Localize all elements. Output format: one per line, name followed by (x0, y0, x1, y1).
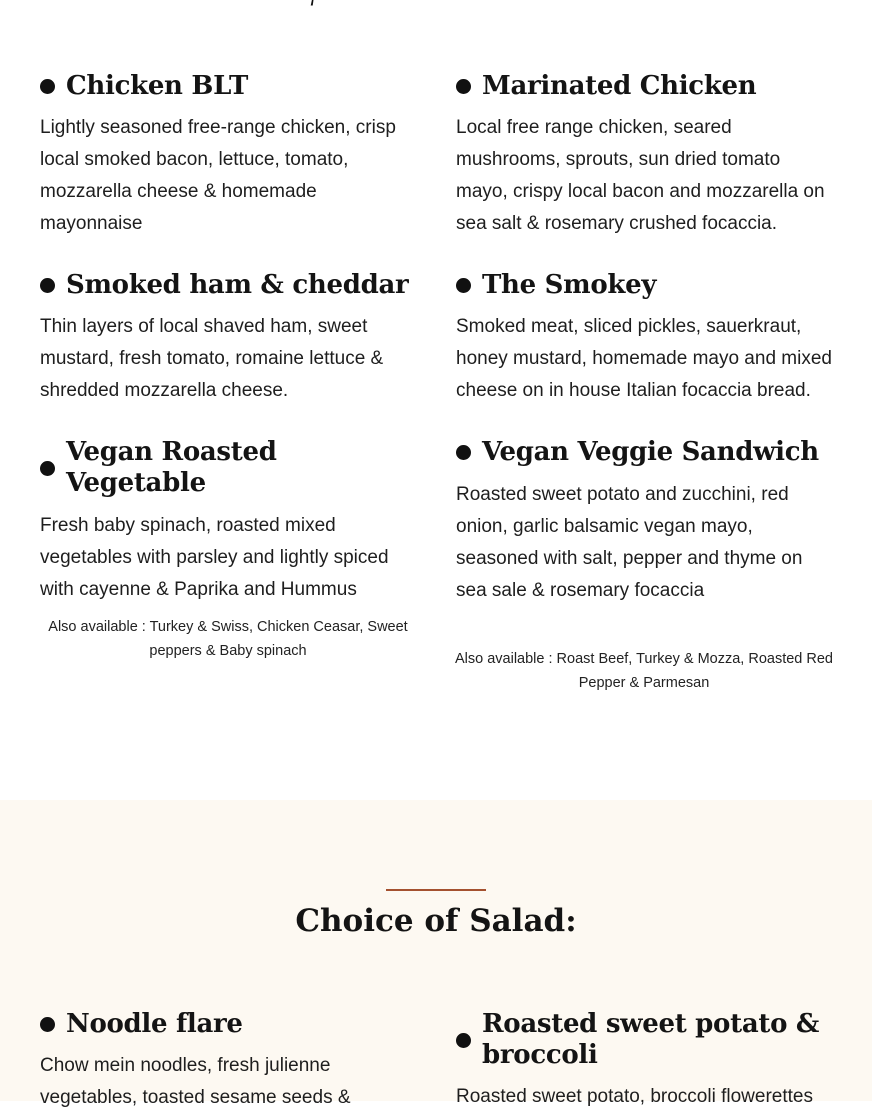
also-available-note-left: Also available : Turkey & Swiss, Chicken Ceasar, Sweet peppers & Baby spinach (48, 619, 408, 659)
menu-item-description: Thin layers of local shaved ham, sweet mustard, fresh tomato, romaine lettuce & shredded mozzarella cheese. (40, 316, 384, 401)
bullet-dot-icon (456, 1033, 471, 1048)
menu-item-vegan-roasted-vegetable (40, 437, 420, 606)
menu-item-title (40, 71, 420, 102)
menu-item-title-text: Marinated Chicken (482, 71, 757, 101)
heading-accent-rule (386, 889, 486, 891)
bullet-dot-icon (40, 1017, 55, 1032)
also-available-note-right: Also available : Roast Beef, Turkey & Mozza, Roasted Red Pepper & Parmesan (455, 651, 833, 691)
menu-item-description: Roasted sweet potato and zucchini, red onion, garlic balsamic vegan mayo, seasoned with salt, pepper and thyme on sea sale & rosemary focaccia (456, 484, 803, 601)
menu-item-title (456, 71, 836, 102)
menu-item-title-text: Vegan Veggie Sandwich (482, 437, 819, 467)
menu-item-title (456, 1009, 836, 1071)
menu-item-description: Smoked meat, sliced pickles, sauerkraut, honey mustard, homemade mayo and mixed cheese on in house Italian focaccia bread. (456, 316, 832, 401)
menu-item-chicken-blt (40, 71, 420, 240)
menu-item-description: Chow mein noodles, fresh julienne vegetables, toasted sesame seeds & (40, 1055, 351, 1108)
bullet-dot-icon (456, 79, 471, 94)
menu-item-marinated-chicken (456, 71, 836, 240)
menu-item-title-text: The Smokey (482, 270, 657, 300)
menu-item-roasted-sweet-potato-broccoli (456, 1009, 836, 1113)
menu-item-smoked-ham-cheddar (40, 270, 420, 407)
bullet-dot-icon (456, 445, 471, 460)
menu-item-description: Local free range chicken, seared mushrooms, sprouts, sun dried tomato mayo, crispy local bacon and mozzarella on sea salt & rosemary crushed focaccia. (456, 117, 825, 234)
salad-section (0, 800, 872, 1108)
menu-item-title (40, 437, 420, 499)
section-title: Choice of Salad: (295, 903, 577, 939)
menu-item-title-text: Noodle flare (66, 1009, 243, 1039)
menu-item-title-text: Chicken BLT (66, 71, 249, 101)
menu-item-description: Fresh baby spinach, roasted mixed vegetables with parsley and lightly spiced with cayenne & Paprika and Hummus (40, 515, 389, 600)
cut-off-heading-glyph (309, 0, 319, 2)
menu-item-description: Roasted sweet potato, broccoli flowerettes (456, 1086, 813, 1107)
menu-item-title (456, 437, 836, 468)
menu-item-title-text: Smoked ham & cheddar (66, 270, 409, 300)
menu-item-title (456, 270, 836, 301)
bullet-dot-icon (456, 278, 471, 293)
menu-item-the-smokey (456, 270, 836, 407)
bullet-dot-icon (40, 278, 55, 293)
menu-item-title (40, 270, 420, 301)
bullet-dot-icon (40, 79, 55, 94)
bullet-dot-icon (40, 461, 55, 476)
menu-item-title-text: Vegan Roasted Vegetable (66, 437, 277, 498)
menu-item-vegan-veggie-sandwich (456, 437, 836, 607)
menu-item-title (40, 1009, 420, 1040)
menu-item-description: Lightly seasoned free-range chicken, crisp local smoked bacon, lettuce, tomato, mozzarella cheese & homemade mayonnaise (40, 117, 396, 234)
menu-item-noodle-flare (40, 1009, 420, 1114)
menu-item-title-text: Roasted sweet potato & broccoli (482, 1009, 820, 1070)
